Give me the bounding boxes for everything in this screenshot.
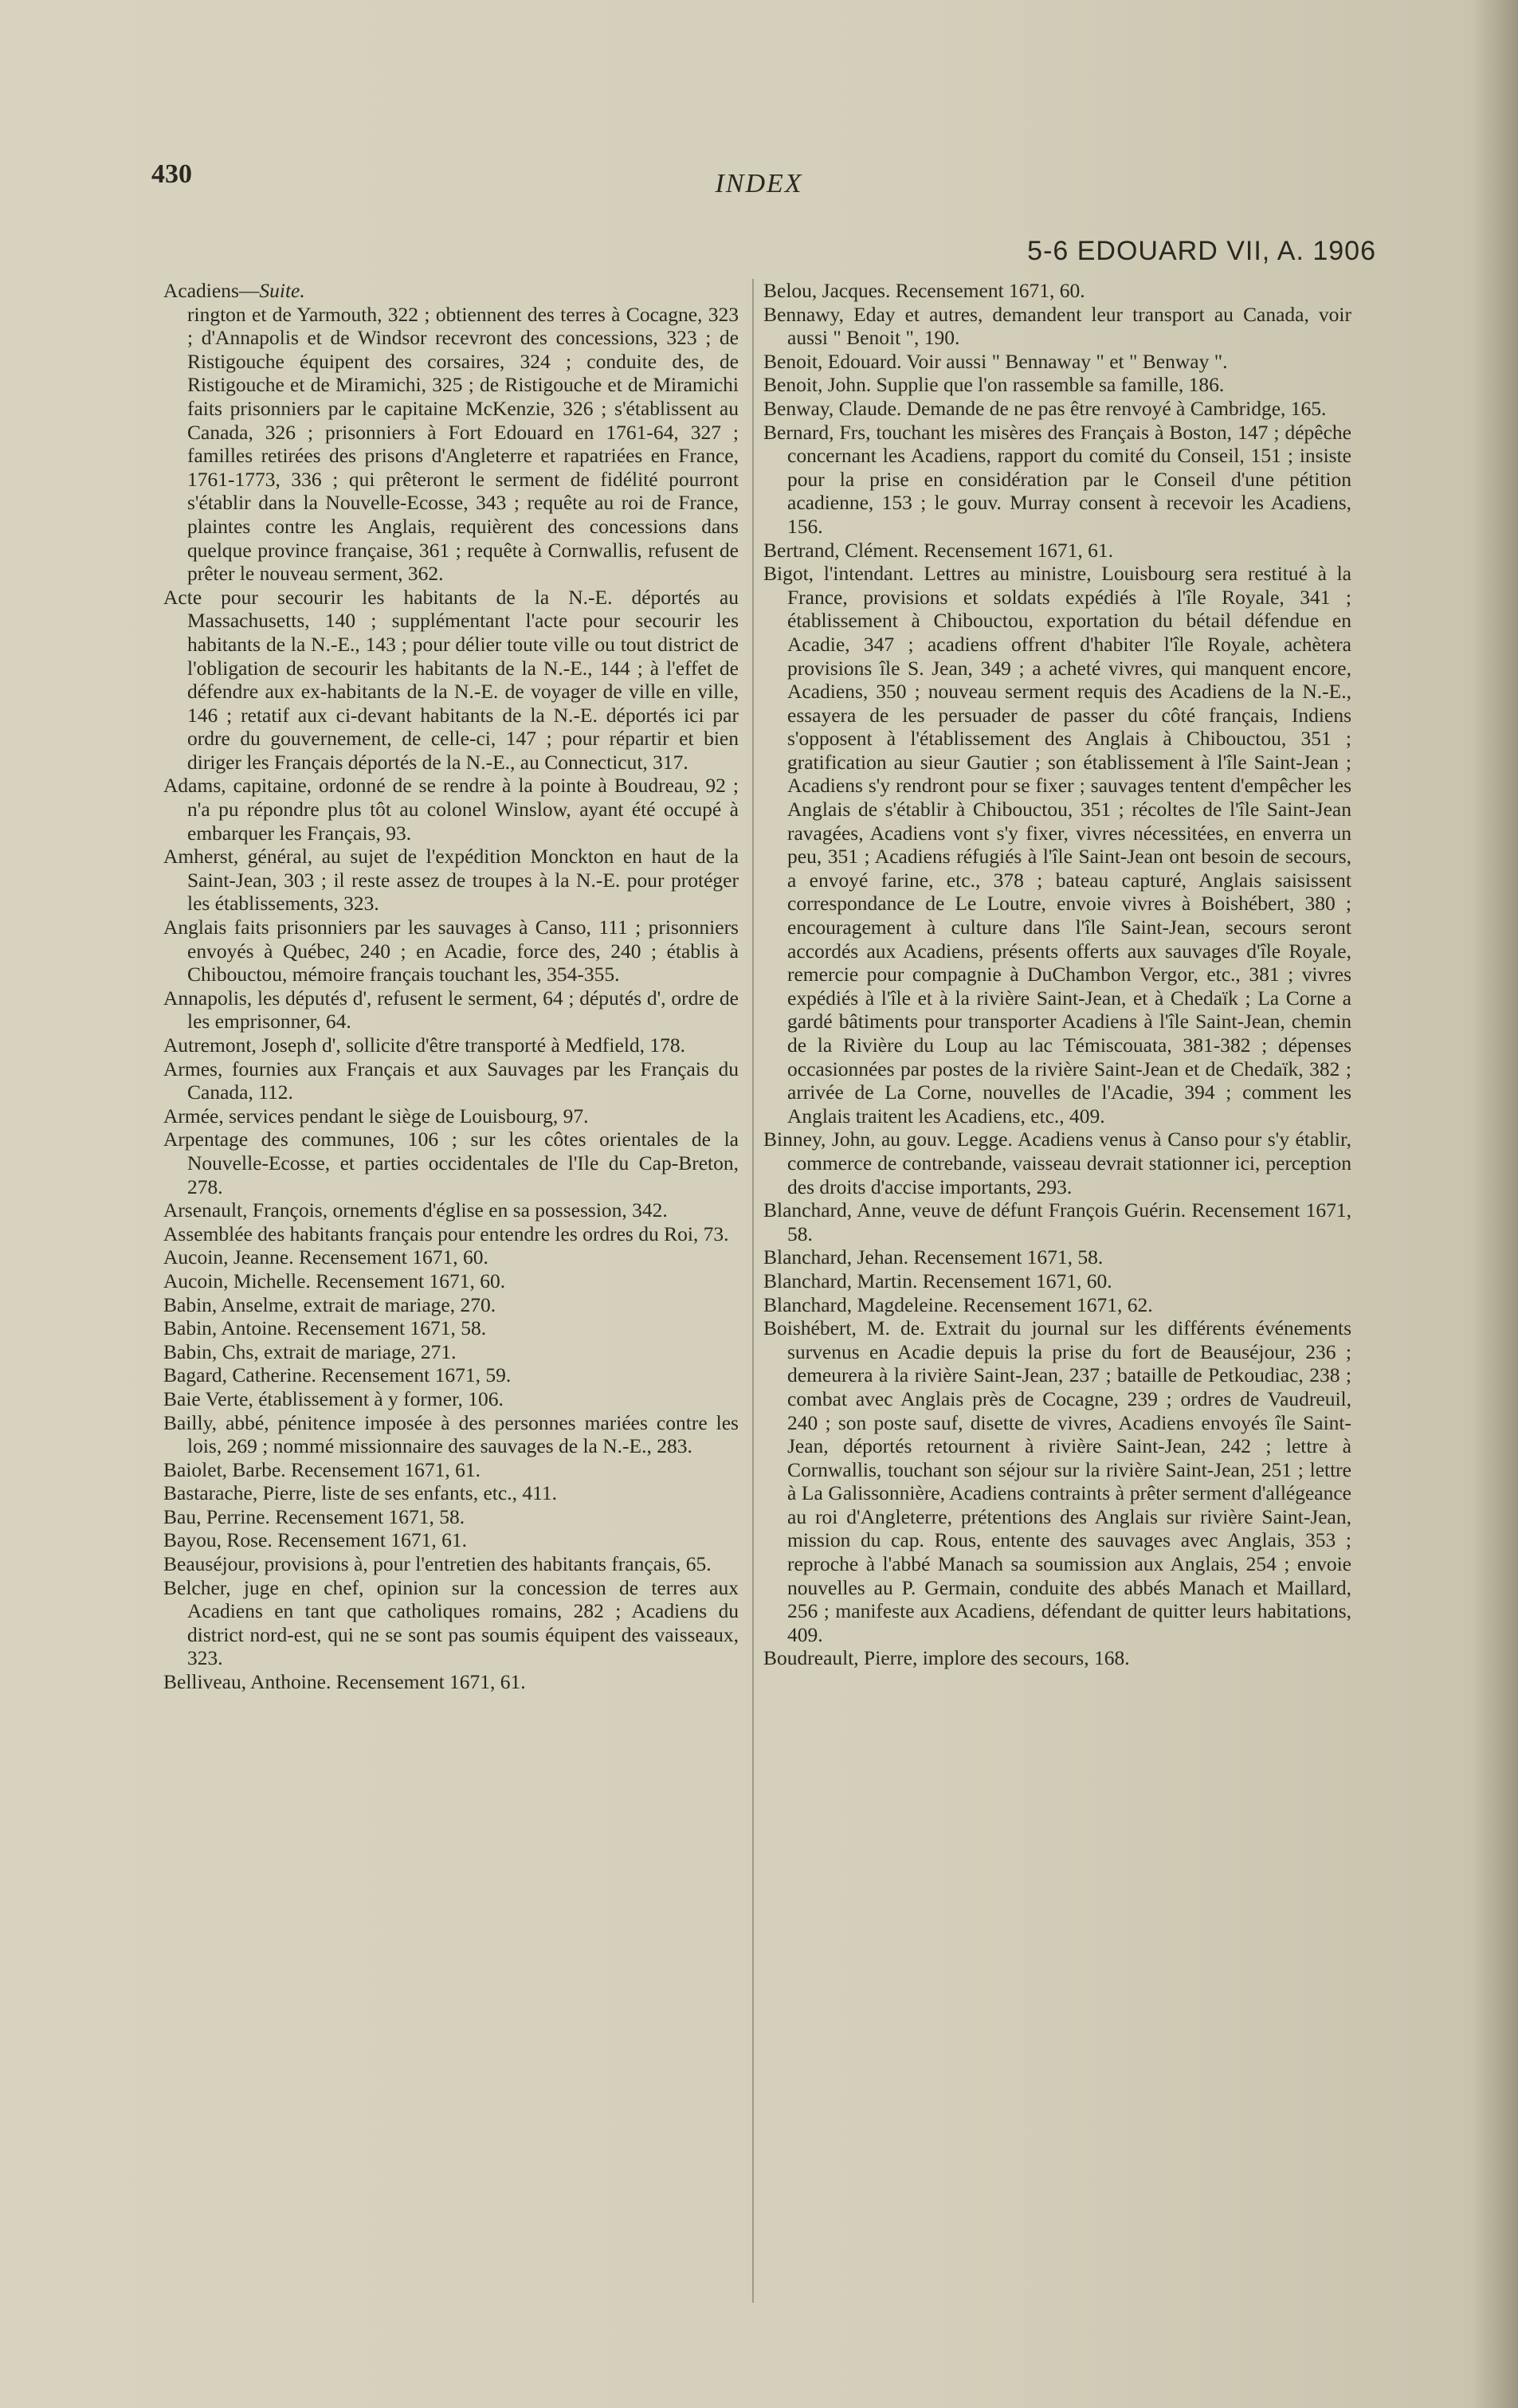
index-entry: Bertrand, Clément. Recensement 1671, 61.: [763, 538, 1114, 562]
index-entry: Adams, capitaine, ordonné de se rendre à la pointe à Boudreau, 92 ; n'a pu répondre plus tôt au colonel Winslow, ayant été occupé à embarquer les Français, 93.: [163, 774, 739, 845]
index-entry: Beauséjour, provisions à, pour l'entretien des habitants français, 65.: [163, 1552, 712, 1576]
index-entry: Armée, services pendant le siège de Louisbourg, 97.: [163, 1104, 589, 1128]
index-entry: Baiolet, Barbe. Recensement 1671, 61.: [163, 1457, 481, 1481]
index-entry: Baie Verte, établissement à y former, 106.: [163, 1386, 504, 1410]
index-entry: Benoit, Edouard. Voir aussi " Bennaway " et " Benway ".: [763, 349, 1228, 373]
book-spine-shadow: [1470, 0, 1518, 2408]
index-entry: Arpentage des communes, 106 ; sur les côtes orientales de la Nouvelle-Ecosse, et parties occidentales de l'Ile du Cap-Breton, 278.: [163, 1128, 739, 1198]
index-entry: Boudreault, Pierre, implore des secours, 168.: [763, 1646, 1130, 1670]
index-entry: Arsenault, François, ornements d'église en sa possession, 342.: [163, 1198, 668, 1222]
index-entry: Bailly, abbé, pénitence imposée à des personnes mariées contre les lois, 269 ; nommé missionnaire des sauvages de la N.-E., 283.: [163, 1410, 739, 1458]
continued-suffix: Suite.: [259, 279, 305, 302]
index-entry: Bigot, l'intendant. Lettres au ministre, Louisbourg sera restitué à la France, provisions et soldats expédiés à l'île Royale, 341 ; établissement à Chibouctou, exportation du bétail défendue en Acadie, 347 ; acadiens offrent d'habiter l'île Royale, achètera provisions île S. Jean, 349 ; a acheté vivres, qui manquent encore, Acadiens, 350 ; nouveau serment requis des Acadiens de la N.-E., essayera de les persuader de passer du côté français, Indiens s'opposent à l'établissement des Anglais à Chibouctou, 351 ; gratification au sieur Gautier ; son établissement à l'île Saint-Jean ; Acadiens s'y rendront pour se fixer ; sauvages tentent d'empêcher les Anglais de s'établir à Chibouctou, 351 ; récoltes de l'île Saint-Jean ravagées, Acadiens vont s'y fixer, vivres nécessitées, en enverra un peu, 351 ; Acadiens réfugiés à l'île Saint-Jean ont besoin de secours, a envoyé farine, etc., 378 ; bateau capturé, Anglais saisissent correspondance de Le Loutre, envoie vivres à Boishébert, 380 ; encouragement à culture dans l'île Saint-Jean, secours seront accordés aux Acadiens, présents offerts aux sauvages d'île Royale, remercie pour compagnie à DuChambon Vergor, etc., 381 ; vivres expédiés à l'île et à la rivière Saint-Jean, et à Chedaïk ; La Corne a gardé bâtiments pour transporter Acadiens à l'île Saint-Jean, chemin de la Rivière du Loup au lac Témiscouata, 381-382 ; dépenses occasionnées par postes de la rivière Saint-Jean et de Chedaïk, 382 ; arrivée de La Corne, nouvelles de l'Acadie, 394 ; comment les Anglais traitent les Acadiens, etc., 409.: [763, 562, 1351, 1128]
continued-heading: Acadiens—: [163, 279, 260, 302]
index-entry: Aucoin, Michelle. Recensement 1671, 60.: [163, 1269, 506, 1292]
index-entry: Anglais faits prisonniers par les sauvages à Canso, 111 ; prisonniers envoyés à Québec, 240 ; en Acadie, force des, 240 ; établis à Chibouctou, mémoire français touchant les, 354-355.: [163, 916, 739, 986]
index-entry: Bayou, Rose. Recensement 1671, 61.: [163, 1528, 468, 1552]
index-entry: Amherst, général, au sujet de l'expédition Monckton en haut de la Saint-Jean, 303 ; il reste assez de troupes à la N.-E. pour protéger les établissements, 323.: [163, 845, 739, 916]
column-divider: [752, 279, 754, 2303]
index-entry: Blanchard, Anne, veuve de défunt François Guérin. Recensement 1671, 58.: [763, 1198, 1351, 1245]
index-entry: Blanchard, Jehan. Recensement 1671, 58.: [763, 1245, 1104, 1269]
index-entry: Blanchard, Martin. Recensement 1671, 60.: [763, 1269, 1112, 1292]
index-entry: Belcher, juge en chef, opinion sur la concession de terres aux Acadiens en tant que catholiques romains, 282 ; Acadiens du district nord-est, qui ne se sont pas soumis équipent des vaisseaux, 323.: [163, 1575, 739, 1670]
index-entry: Boishébert, M. de. Extrait du journal sur les différents événements survenus en Acadie depuis la prise du fort de Beauséjour, 236 ; demeurera à la rivière Saint-Jean, 237 ; bataille de Petkoudiac, 238 ; combat avec Anglais près de Cocagne, 239 ; ordres de Vaudreuil, 240 ; son poste sauf, disette de vivres, Acadiens envoyés île Saint-Jean, déportés retournent à rivière Saint-Jean, 242 ; lettre à Cornwallis, touchant son séjour sur la rivière Saint-Jean, 251 ; lettre à La Galissonnière, Acadiens contraints à prêter serment d'allégeance au roi d'Angleterre, prétentions des Anglais sur rivière Saint-Jean, mission du cap. Rous, entente des sauvages avec Anglais, 353 ; reproche à l'abbé Manach sa soumission aux Anglais, 254 ; envoie nouvelles au P. Germain, conduite des abbés Manach et Maillard, 256 ; manifeste aux Acadiens, défendant de quitter leurs habitations, 409.: [763, 1316, 1351, 1646]
continued-entry: [163, 279, 739, 303]
index-entry: Bau, Perrine. Recensement 1671, 58.: [163, 1504, 465, 1528]
right-column: [763, 279, 1351, 1670]
left-column: [163, 279, 739, 1694]
index-entry: Babin, Chs, extrait de mariage, 271.: [163, 1339, 457, 1363]
index-entry: Autremont, Joseph d', sollicite d'être transporté à Medfield, 178.: [163, 1033, 686, 1057]
index-entry: Acte pour secourir les habitants de la N.-E. déportés au Massachusetts, 140 ; supplémentant l'acte pour secourir les habitants de la N.-E., 143 ; pour délier toute ville ou tout district de l'obligation de secourir les habitants de la N.-E., 144 ; à l'effet de défendre aux ex-habitants de la N.-E. de voyager de ville en ville, 146 ; retatif aux ci-devant habitants de la N.-E. déportés ici par ordre du gouvernement, de celle-ci, 147 ; pour répartir et bien diriger les Français déportés de la N.-E., au Connecticut, 317.: [163, 585, 739, 774]
page-title: INDEX: [715, 169, 803, 198]
index-entry: Bennawy, Eday et autres, demandent leur transport au Canada, voir aussi " Benoit ", 190.: [763, 302, 1351, 350]
right-entry-list: [763, 279, 1351, 1670]
continued-entry-text: rington et de Yarmouth, 322 ; obtiennent des terres à Cocagne, 323 ; d'Annapolis et de Windsor recevront des concessions, 323 ; de Ristigouche équipent des corsaires, 324 ; conduite des, de Ristigouche et de Miramichi, 325 ; de Ristigouche et de Miramichi faits prisonniers par le capitaine McKenzie, 326 ; s'établissent au Canada, 326 ; prisonniers à Fort Edouard en 1761-64, 327 ; familles retirées des prisons d'Angleterre et rapatriées en France, 1761-1773, 336 ; qui prêteront le serment de fidélité pourront s'établir dans la Nouvelle-Ecosse, 343 ; requête au roi de France, plaintes contre les Anglais, requièrent des concessions dans quelque province française, 361 ; requête à Cornwallis, refusent de prêter le nouveau serment, 362.: [187, 302, 739, 586]
page-number: 430: [151, 159, 192, 189]
index-entry: Babin, Anselme, extrait de mariage, 270.: [163, 1292, 496, 1316]
index-entry: Assemblée des habitants français pour entendre les ordres du Roi, 73.: [163, 1222, 729, 1245]
index-entry: Babin, Antoine. Recensement 1671, 58.: [163, 1316, 487, 1340]
index-entry: Binney, John, au gouv. Legge. Acadiens venus à Canso pour s'y établir, commerce de contrebande, vaisseau devrait stationner ici, perception des droits d'accise importants, 293.: [763, 1128, 1351, 1198]
index-entry: Belliveau, Anthoine. Recensement 1671, 61.: [163, 1670, 526, 1694]
index-entry: Blanchard, Magdeleine. Recensement 1671, 62.: [763, 1292, 1153, 1316]
session-header: 5-6 EDOUARD VII, A. 1906: [1027, 236, 1376, 266]
index-entry: Benoit, John. Supplie que l'on rassemble sa famille, 186.: [763, 373, 1225, 397]
index-entry: Annapolis, les députés d', refusent le serment, 64 ; députés d', ordre de les emprisonner, 64.: [163, 986, 739, 1033]
index-entry: Bastarache, Pierre, liste de ses enfants, etc., 411.: [163, 1481, 558, 1505]
index-entry: Bagard, Catherine. Recensement 1671, 59.: [163, 1363, 512, 1387]
index-entry: Aucoin, Jeanne. Recensement 1671, 60.: [163, 1245, 488, 1269]
index-entry: Belou, Jacques. Recensement 1671, 60.: [763, 279, 1085, 302]
index-entry: Benway, Claude. Demande de ne pas être renvoyé à Cambridge, 165.: [763, 396, 1327, 420]
left-entry-list: [163, 586, 739, 1694]
index-entry: Bernard, Frs, touchant les misères des Français à Boston, 147 ; dépêche concernant les Acadiens, rapport du comité du Conseil, 151 ; insiste pour la prise en considération par le Conseil d'une pétition acadienne, 153 ; le gouv. Murray consent à recevoir les Acadiens, 156.: [763, 420, 1351, 538]
index-entry: Armes, fournies aux Français et aux Sauvages par les Français du Canada, 112.: [163, 1057, 739, 1104]
